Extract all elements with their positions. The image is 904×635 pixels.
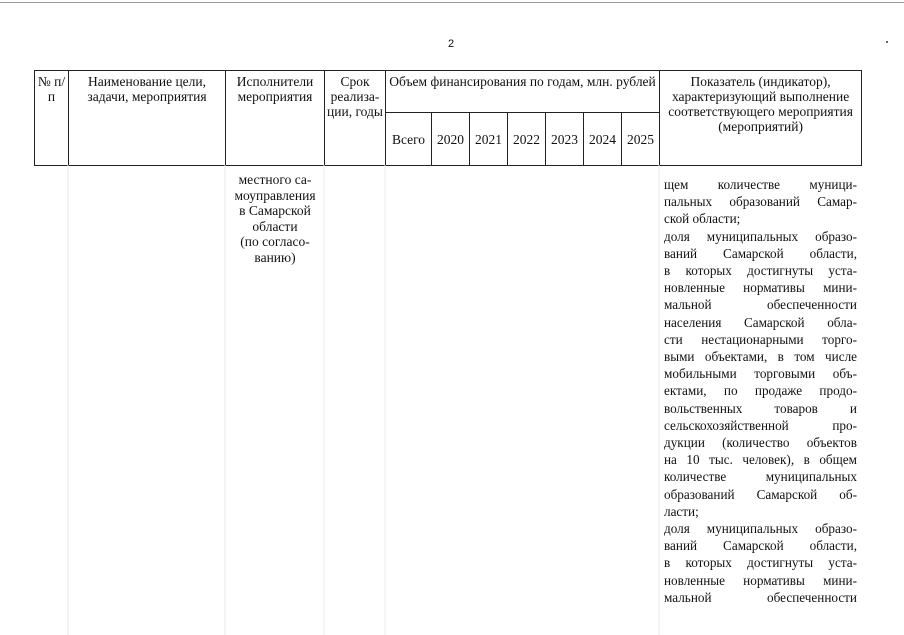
indicator-line: ваний Самарской области, xyxy=(664,245,857,261)
indicator-line: ектами, по продаже продо- xyxy=(664,383,857,399)
executors-line: местного са- xyxy=(238,172,312,187)
indicator-line: мальной обеспеченности xyxy=(664,297,857,313)
header-term: Срок реализа-ции, годы xyxy=(325,71,386,166)
indicator-line: населения Самарской обла- xyxy=(664,314,857,330)
indicator-line: доля муниципальных образо- xyxy=(664,521,857,537)
table-header xyxy=(34,70,862,166)
executors-line: в Самарской xyxy=(239,203,311,219)
header-year-2023: 2023 xyxy=(546,113,584,166)
header-year-2021: 2021 xyxy=(470,113,508,166)
indicator-line: ваний Самарской области, xyxy=(664,538,857,554)
header-num: № п/п xyxy=(35,71,69,166)
executors-line: (по согласо- xyxy=(240,234,310,250)
indicator-line: мобильными торговыми объ- xyxy=(664,366,857,382)
indicator-line: сти нестационарными торго- xyxy=(664,331,857,347)
header-indicator: Показатель (индикатор), характеризующий выполнение соответствующего мероприятия (мероприятий) xyxy=(660,71,862,166)
header-funding: Объем финансирования по годам, млн. рублей xyxy=(386,71,660,113)
indicator-line: ской области; xyxy=(664,211,741,227)
indicator-line: выми объектами, в том числе xyxy=(664,349,857,365)
indicator-line: мальной обеспеченности xyxy=(664,589,857,605)
executors-line: ванию) xyxy=(254,249,296,265)
page-number: 2 xyxy=(447,38,455,50)
header-year-2022: 2022 xyxy=(508,113,546,166)
page-top-edge xyxy=(0,2,904,3)
indicator-line: количестве муниципальных xyxy=(664,469,857,485)
indicator-line: ласти; xyxy=(664,503,699,519)
indicator-line: образований Самарской об- xyxy=(664,486,857,502)
executors-cell xyxy=(228,172,322,266)
indicator-line: вольственных товаров и xyxy=(664,400,857,416)
executors-line: моуправления xyxy=(234,187,316,203)
header-year-2024: 2024 xyxy=(584,113,622,166)
executors-line: области xyxy=(252,218,298,234)
indicator-line: в которых достигнуты уста- xyxy=(664,555,857,571)
indicator-line: пальных образований Самар- xyxy=(664,194,857,210)
header-name: Наименование цели, задачи, мероприятия xyxy=(69,71,226,166)
indicator-line: щем количестве муници- xyxy=(664,177,857,192)
indicator-line: в которых достигнуты уста- xyxy=(664,263,857,279)
header-executors: Исполнители мероприятия xyxy=(226,71,325,166)
indicator-cell xyxy=(664,176,857,606)
indicator-line: доля муниципальных образо- xyxy=(664,228,857,244)
indicator-line: новленные нормативы мини- xyxy=(664,280,857,296)
header-year-2020: 2020 xyxy=(432,113,470,166)
indicator-line: дукции (количество объектов xyxy=(664,435,857,451)
indicator-line: новленные нормативы мини- xyxy=(664,572,857,588)
header-year-2025: 2025 xyxy=(622,113,660,166)
scan-speck xyxy=(886,41,888,43)
indicator-line: сельскохозяйственной про- xyxy=(664,417,857,433)
indicator-line: на 10 тыс. человек), в общем xyxy=(664,452,857,468)
header-year-total: Всего xyxy=(386,113,432,166)
